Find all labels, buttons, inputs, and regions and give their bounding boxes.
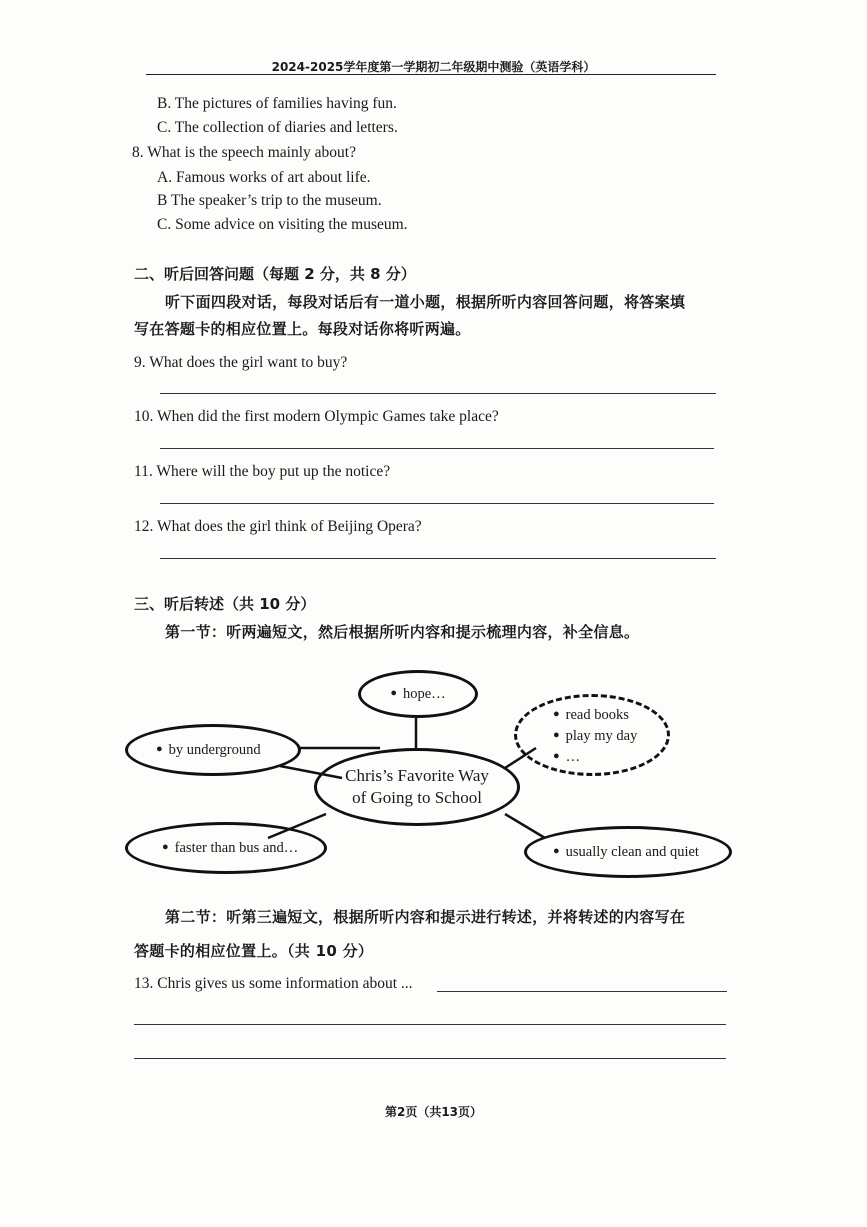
section3-part2-line2: 答题卡的相应位置上。（共 10 分） <box>134 942 374 960</box>
mindmap-bubble-bottom-left <box>125 822 327 874</box>
connector-bottom-right <box>505 814 545 838</box>
answer-line-13-c[interactable] <box>134 1058 726 1059</box>
section3-heading: 三、听后转述（共 10 分） <box>134 595 316 613</box>
section2-instructions-line2: 写在答题卡的相应位置上。每段对话你将听两遍。 <box>134 320 471 338</box>
section3-part1-instructions: 第一节：听两遍短文，然后根据所听内容和提示梳理内容，补全信息。 <box>165 623 640 641</box>
section2-heading: 二、听后回答问题（每题 2 分，共 8 分） <box>134 265 416 283</box>
question-10: 10. When did the first modern Olympic Games take place? <box>134 408 499 425</box>
exam-header-title: 2024-2025学年度第一学期初二年级期中测验（英语学科） <box>271 60 596 74</box>
answer-line-13-a[interactable] <box>437 991 727 992</box>
answer-line-13-b[interactable] <box>134 1024 726 1025</box>
q8-option-b: B The speaker’s trip to the museum. <box>157 192 382 209</box>
mindmap-bubble-right-top <box>514 694 670 776</box>
mindmap-bubble-top <box>358 670 478 718</box>
mindmap-bottom-left-text: ● faster than bus and… <box>162 840 298 857</box>
mindmap-bottom-right-text: ● usually clean and quiet <box>553 844 699 861</box>
mindmap-center-line2: of Going to School <box>352 788 482 807</box>
mindmap-center-bubble <box>314 748 520 826</box>
mindmap-right-item-3: ● … <box>553 746 637 767</box>
mindmap-top-text: ● hope… <box>390 686 445 703</box>
q7-option-b: B. The pictures of families having fun. <box>157 95 397 112</box>
question-9: 9. What does the girl want to buy? <box>134 354 348 371</box>
mindmap-left-text: ● by underground <box>156 742 261 759</box>
q8-stem: 8. What is the speech mainly about? <box>132 144 356 161</box>
page-number: 第2页（共13页） <box>384 1105 483 1119</box>
question-11: 11. Where will the boy put up the notice? <box>134 463 391 480</box>
mindmap-center-line1: Chris’s Favorite Way <box>345 766 489 785</box>
mindmap-bubble-bottom-right <box>524 826 732 878</box>
q7-option-c: C. The collection of diaries and letters. <box>157 119 398 136</box>
q8-option-c: C. Some advice on visiting the museum. <box>157 216 408 233</box>
question-13: 13. Chris gives us some information about ... <box>134 975 413 992</box>
mindmap-right-item-2: ● play my day <box>553 725 637 746</box>
mindmap-right-item-1: ● read books <box>553 704 637 725</box>
section2-instructions-line1: 听下面四段对话，每段对话后有一道小题，根据所听内容回答问题，将答案填 <box>165 293 686 311</box>
q8-option-a: A. Famous works of art about life. <box>157 169 371 186</box>
mindmap-bubble-left <box>125 724 301 776</box>
question-12: 12. What does the girl think of Beijing Opera? <box>134 518 422 535</box>
section3-part2-line1: 第二节：听第三遍短文，根据所听内容和提示进行转述，并将转述的内容写在 <box>165 908 686 926</box>
